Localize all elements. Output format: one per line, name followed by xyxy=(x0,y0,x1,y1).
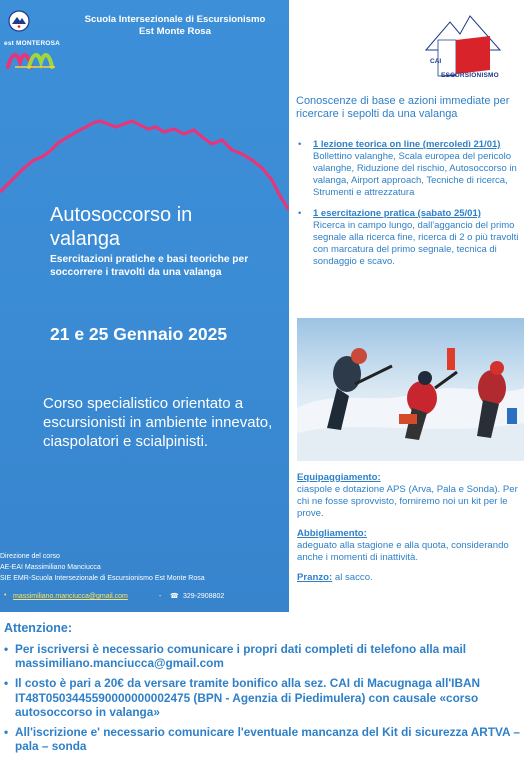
bullet-icon: • xyxy=(4,592,7,599)
attention-item-text: Il costo è pari a 20€ da versare tramite bonifico alla sez. CAI di Macugnaga all'IBAN IT48T0503445590000000002475 (BPN - Agenzia di Piedimulera) con causale «corso autosoccorso in valanga» xyxy=(15,676,481,719)
clothing-block xyxy=(297,528,527,564)
program-list xyxy=(297,139,527,277)
attention-item xyxy=(0,642,531,670)
course-director: Direzione del corso AE-EAI Massimiliano Manciucca SIE EMR-Scuola Intersezionale di Escursionismo Est Monte Rosa xyxy=(0,553,205,582)
bullet-icon: • xyxy=(4,725,9,740)
program-item-body: Bollettino valanghe, Scala europea del pericolo valanghe, Riduzione del rischio, Autosoccorso in valanga, Airport approach, Tecniche di ricerca, Strumenti e attrezzatura xyxy=(313,151,517,198)
course-title: Autosoccorso in valanga xyxy=(50,204,193,250)
program-item-head: 1 lezione teorica on line (mercoledì 21/01) xyxy=(313,139,501,150)
bullet-icon: • xyxy=(4,642,9,656)
left-panel xyxy=(0,0,289,612)
lunch-text: al sacco. xyxy=(332,572,373,583)
lunch-block xyxy=(297,572,527,584)
contacts-row xyxy=(0,592,289,605)
cai-logo-text: CAI xyxy=(430,58,442,65)
contact-email-link[interactable]: massimiliano.manciucca@gmail.com xyxy=(13,593,128,600)
est-monterosa-logo-text: est MONTEROSA xyxy=(4,40,61,47)
attention-item xyxy=(0,676,531,719)
program-item xyxy=(297,139,527,199)
cai-shield-icon xyxy=(8,10,30,32)
phone-icon: ☎ xyxy=(170,593,179,600)
attention-item-text: Per iscriversi è necessario comunicare i propri dati completi di telefono alla mail massimiliano.manciucca@gmail.com xyxy=(15,642,467,671)
bullet-icon: • xyxy=(298,139,302,150)
attention-item xyxy=(0,725,531,753)
est-monterosa-logo-icon xyxy=(5,48,61,70)
bullet-icon: • xyxy=(4,676,9,691)
avalanche-rescue-photo xyxy=(297,318,524,461)
course-subtitle: Esercitazioni pratiche e basi teoriche per soccorrere i travolti da una valanga xyxy=(50,254,249,278)
contact-phone: 329-2908802 xyxy=(183,593,225,600)
clothing-text: adeguato alla stagione e alla quota, considerando anche i momenti di inattività. xyxy=(297,540,509,563)
attention-item-text: All'iscrizione e' necessario comunicare l'eventuale mancanza del Kit di sicurezza ARTVA – pala – sonda xyxy=(15,725,520,754)
equipment-heading: Equipaggiamento: xyxy=(297,472,381,483)
lunch-heading: Pranzo: xyxy=(297,572,333,583)
clothing-heading: Abbigliamento: xyxy=(297,528,367,539)
equipment-section xyxy=(297,472,527,592)
program-item-body: Ricerca in campo lungo, dall'aggancio del primo segnale alla ricerca fine, ricerca di 2 o più travolti con marcatura del primo segnale, tecnica di sondaggio e scavo. xyxy=(313,220,519,267)
attention-title: Attenzione: xyxy=(4,621,73,635)
escursionismo-logo-text: ESCURSIONISMO xyxy=(441,72,499,79)
program-item-head: 1 esercitazione pratica (sabato 25/01) xyxy=(313,208,481,219)
equipment-text: ciaspole e dotazione APS (Arva, Pala e Sonda). Per chi ne fosse sprovvisto, forniremo noi un kit per le prove. xyxy=(297,484,518,519)
attention-list xyxy=(0,642,531,759)
intro-text: Conoscenze di base e azioni immediate per ricercare i sepolti da una valanga xyxy=(296,95,510,120)
equipment-block xyxy=(297,472,527,520)
school-name: Scuola Intersezionale di Escursionismo Est Monte Rosa xyxy=(84,14,266,37)
cai-escursionismo-logo-icon xyxy=(424,10,502,80)
separator: - xyxy=(159,593,162,600)
course-description: Corso specialistico orientato a escursionisti in ambiente innevato, ciaspolatori e scialpinisti. xyxy=(43,395,273,450)
course-dates: 21 e 25 Gennaio 2025 xyxy=(50,324,228,344)
program-item xyxy=(297,208,527,268)
bullet-icon: • xyxy=(298,208,302,219)
attention-section xyxy=(0,612,531,768)
